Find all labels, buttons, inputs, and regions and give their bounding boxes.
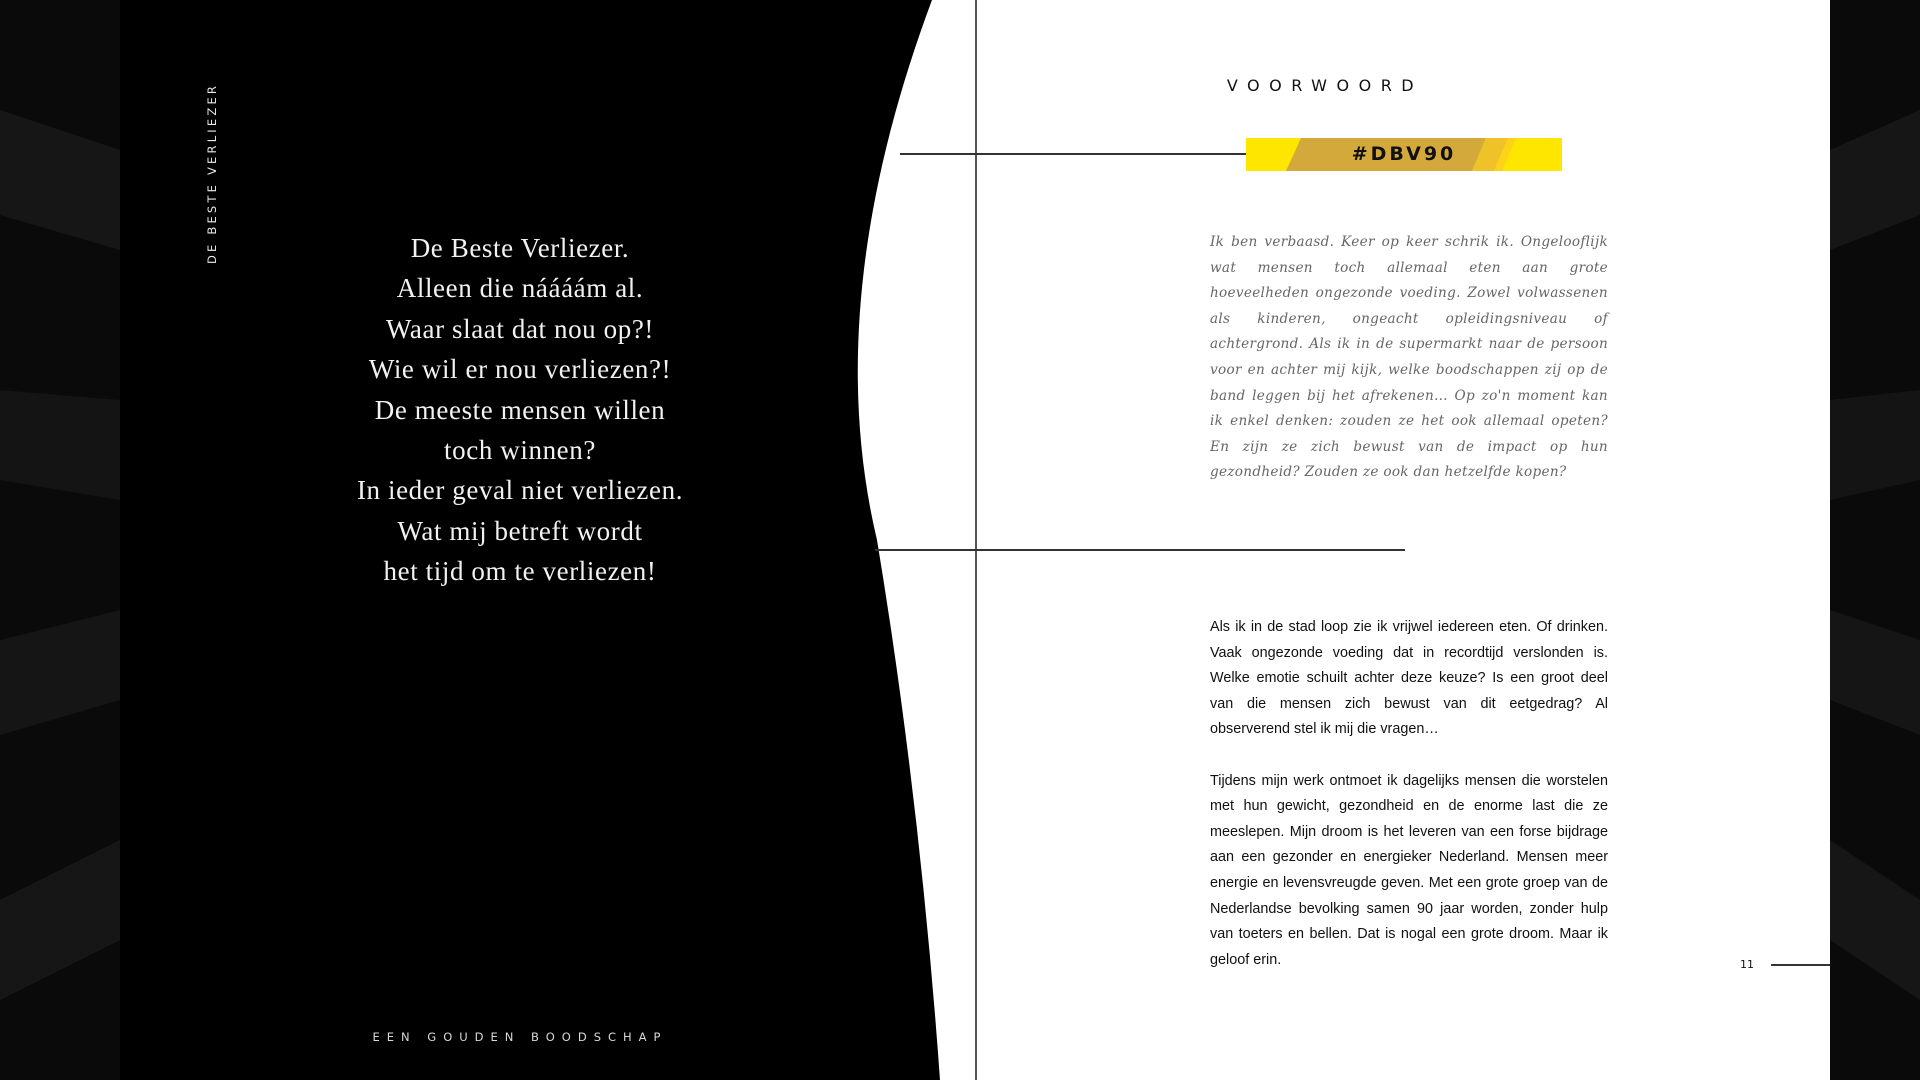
- page-number: 11: [1740, 958, 1754, 971]
- intro-paragraph: Ik ben verbaasd. Keer op keer schrik ik. Ongelooflijk wat mensen toch allemaal eten aan grote hoeveelheden ongezonde voeding. Zowel volwassenen als kinderen, ongeacht opleidingsniveau of achtergrond. Als ik in de supermarkt naar de persoon voor en achter mij kijk, welke boodschappen zij op de band leggen bij het afrekenen… Op zo'n moment kan ik enkel denken: zouden ze het ook allemaal opeten? En zijn ze zich bewust van de impact op hun gezondheid? Zouden ze ook dan hetzelfde kopen?: [1210, 234, 1608, 481]
- poem-line: Alleen die náááám al.: [396, 273, 644, 304]
- poem-line: het tijd om te verliezen!: [383, 556, 657, 587]
- hashtag-banner: [1246, 138, 1562, 171]
- body-text: [1210, 615, 1608, 999]
- hashtag-label: #DBV90: [1351, 143, 1457, 165]
- poem-line: toch winnen?: [444, 435, 596, 466]
- poem-line: Waar slaat dat nou op?!: [385, 313, 655, 344]
- poem-line: De Beste Verliezer.: [410, 233, 630, 263]
- page-title: VOORWOORD: [1226, 76, 1424, 95]
- body-paragraph: Als ik in de stad loop zie ik vrijwel iedereen eten. Of drinken. Vaak ongezonde voeding dat in recordtijd verslonden is. Welke emotie schuilt achter deze keuze? Is een groot deel van die mensen zich bewust van dit eetgedrag? Al observerend stel ik mij die vragen…: [1210, 619, 1608, 738]
- body-paragraph: Tijdens mijn werk ontmoet ik dagelijks mensen die worstelen met hun gewicht, gezondheid en de enorme last die ze meeslepen. Mijn droom is het leveren van een forse bijdrage aan een gezonder en energieker Nederland. Mensen meer energie en levensvreugde geven. Met een grote groep van de Nederlandse bevolking samen 90 jaar worden, zonder hulp van toeters en bellen. Dat is nogal een grote droom. Maar ik geloof erin.: [1210, 772, 1608, 968]
- poem-line: In ieder geval niet verliezen.: [356, 475, 684, 506]
- spine-title: DE BESTE VERLIEZER: [205, 82, 219, 264]
- book-spread: [120, 0, 1830, 1080]
- poem-line: De meeste mensen willen: [374, 394, 666, 425]
- poem-line: Wat mij betreft wordt: [397, 515, 643, 546]
- poem: [300, 228, 740, 592]
- section-rule: [875, 549, 1405, 551]
- vertical-rule: [975, 0, 977, 1080]
- poem-line: Wie wil er nou verliezen?!: [368, 354, 672, 385]
- page-number-rule: [1771, 964, 1830, 966]
- left-footer: EEN GOUDEN BOODSCHAP: [372, 1030, 668, 1044]
